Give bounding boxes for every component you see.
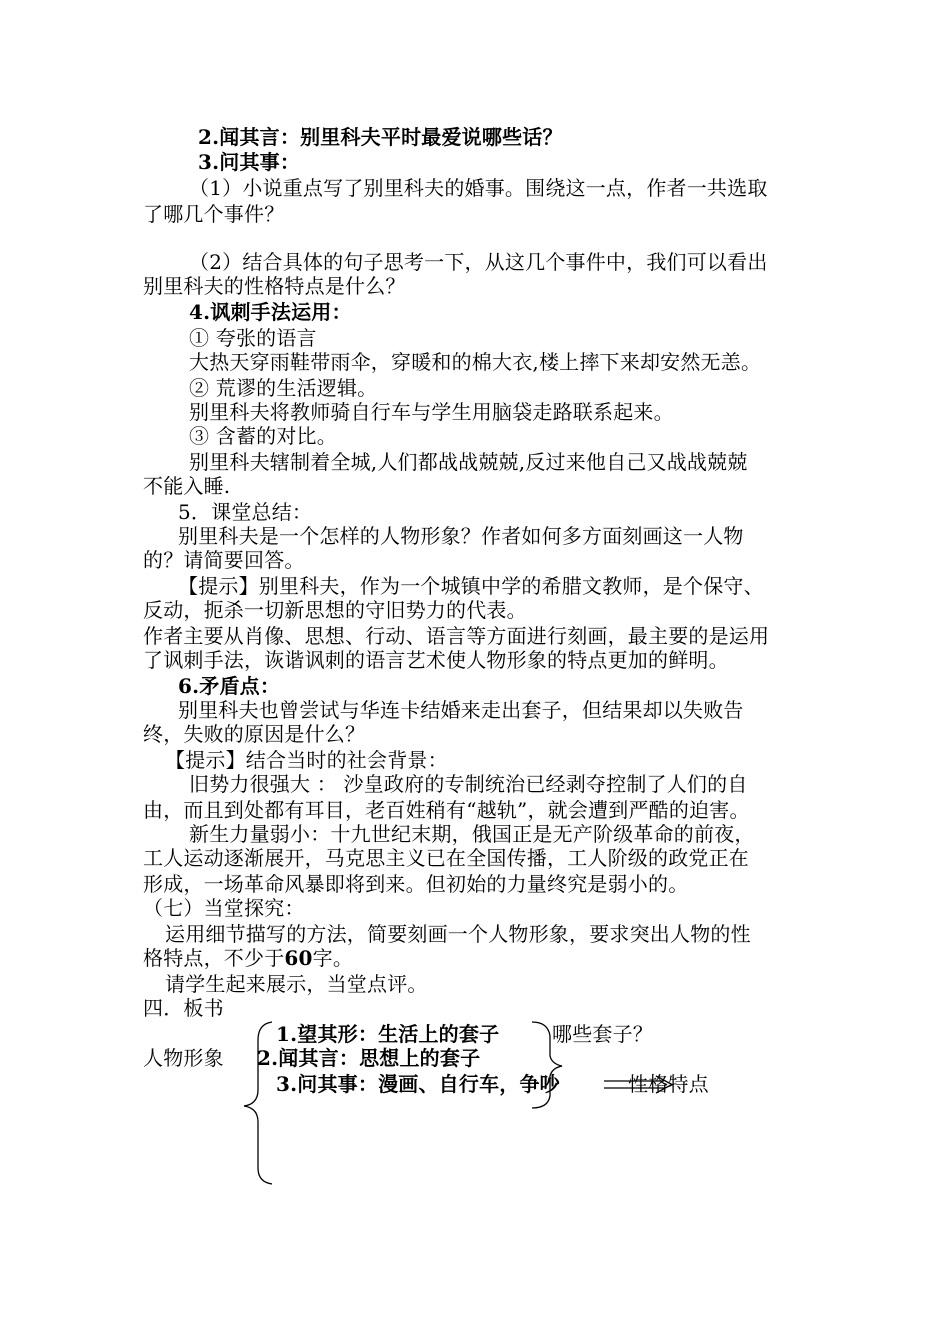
- text-line: 2.闻其言：别里科夫平时最爱说哪些话？: [198, 125, 563, 149]
- text-line: 新生力量弱小：十九世纪末期，俄国正是无产阶级革命的前夜，: [189, 822, 755, 846]
- text-line: 【提示】别里科夫，作为一个城镇中学的希腊文教师，是个保守、: [178, 574, 764, 598]
- left-brace-icon: [244, 1022, 272, 1184]
- text-segment: 字。: [312, 946, 354, 970]
- text-line: 作者主要从肖像、思想、行动、语言等方面进行刻画，最主要的是运用: [143, 624, 770, 648]
- text-line: 6.矛盾点：: [178, 674, 281, 698]
- text-line: 反动，扼杀一切新思想的守旧势力的代表。: [143, 598, 527, 622]
- double-arrow-icon: [604, 1076, 672, 1093]
- board-left-label: 人物形象: [143, 1046, 224, 1070]
- text-line: 终，失败的原因是什么？: [143, 722, 366, 746]
- text-line: （2）结合具体的句子思考一下，从这几个事件中，我们可以看出: [189, 250, 768, 274]
- text-line: 别里科夫是一个怎样的人物形象？作者如何多方面刻画这一人物: [178, 524, 744, 548]
- text-segment: 格特点，不少于: [143, 946, 285, 970]
- text-line: 请学生起来展示，当堂点评。: [165, 972, 428, 996]
- text-line: 别里科夫辖制着全城,人们都战战兢兢,反过来他自己又战战兢兢: [189, 450, 748, 474]
- text-line: 4.讽刺手法运用：: [189, 300, 352, 324]
- text-line: ② 荒谬的生活逻辑。: [189, 376, 378, 400]
- text-line: 形成，一场革命风暴即将到来。但初始的力量终究是弱小的。: [143, 872, 689, 896]
- text-line: 了哪几个事件？: [143, 202, 285, 226]
- text-line: 旧势力很强大 ： 沙皇政府的专制统治已经剥夺控制了人们的自: [189, 772, 748, 796]
- text-line: 大热天穿雨鞋带雨伞，穿暖和的棉大衣,楼上摔下来却安然无恙。: [189, 350, 762, 374]
- word-count: 60: [284, 946, 313, 970]
- text-line: 【提示】结合当时的社会背景：: [165, 748, 448, 772]
- text-line: 了讽刺手法，诙谐讽刺的语言艺术使人物形象的特点更加的鲜明。: [143, 648, 729, 672]
- text-line: 四．板书: [143, 996, 224, 1020]
- text-line: 工人运动逐渐展开，马克思主义已在全国传播，工人阶级的政党正在: [143, 846, 749, 870]
- board-row-2: 2.闻其言：思想上的套子: [257, 1046, 481, 1070]
- text-line: 别里科夫的性格特点是什么？: [143, 274, 406, 298]
- text-line: 的？请简要回答。: [143, 548, 305, 572]
- text-line: （七）当堂探究：: [143, 896, 305, 920]
- text-line: 运用细节描写的方法，简要刻画一个人物形象，要求突出人物的性: [165, 922, 751, 946]
- text-line: 别里科夫将教师骑自行车与学生用脑袋走路联系起来。: [189, 400, 674, 424]
- board-question: 哪些套子？: [552, 1022, 653, 1046]
- board-row-3: 3.问其事：漫画、自行车，争吵: [276, 1072, 560, 1096]
- board-result: 性格特点: [628, 1072, 709, 1096]
- text-line: 别里科夫也曾尝试与华连卡结婚来走出套子，但结果却以失败告: [178, 698, 744, 722]
- board-row-1: 1.望其形：生活上的套子: [276, 1022, 500, 1046]
- text-line: 不能入睡.: [143, 474, 231, 498]
- text-line: （1）小说重点写了别里科夫的婚事。围绕这一点，作者一共选取: [189, 176, 768, 200]
- text-line: 由，而且到处都有耳目，老百姓稍有“越轨”，就会遭到严酷的迫害。: [143, 798, 750, 822]
- text-line: 5．课堂总结：: [178, 500, 313, 524]
- text-line: ① 夸张的语言: [189, 326, 317, 350]
- text-line: 3.问其事：: [198, 150, 301, 174]
- right-brace-icon: [532, 1022, 562, 1108]
- text-line: ③ 含蓄的对比。: [189, 424, 337, 448]
